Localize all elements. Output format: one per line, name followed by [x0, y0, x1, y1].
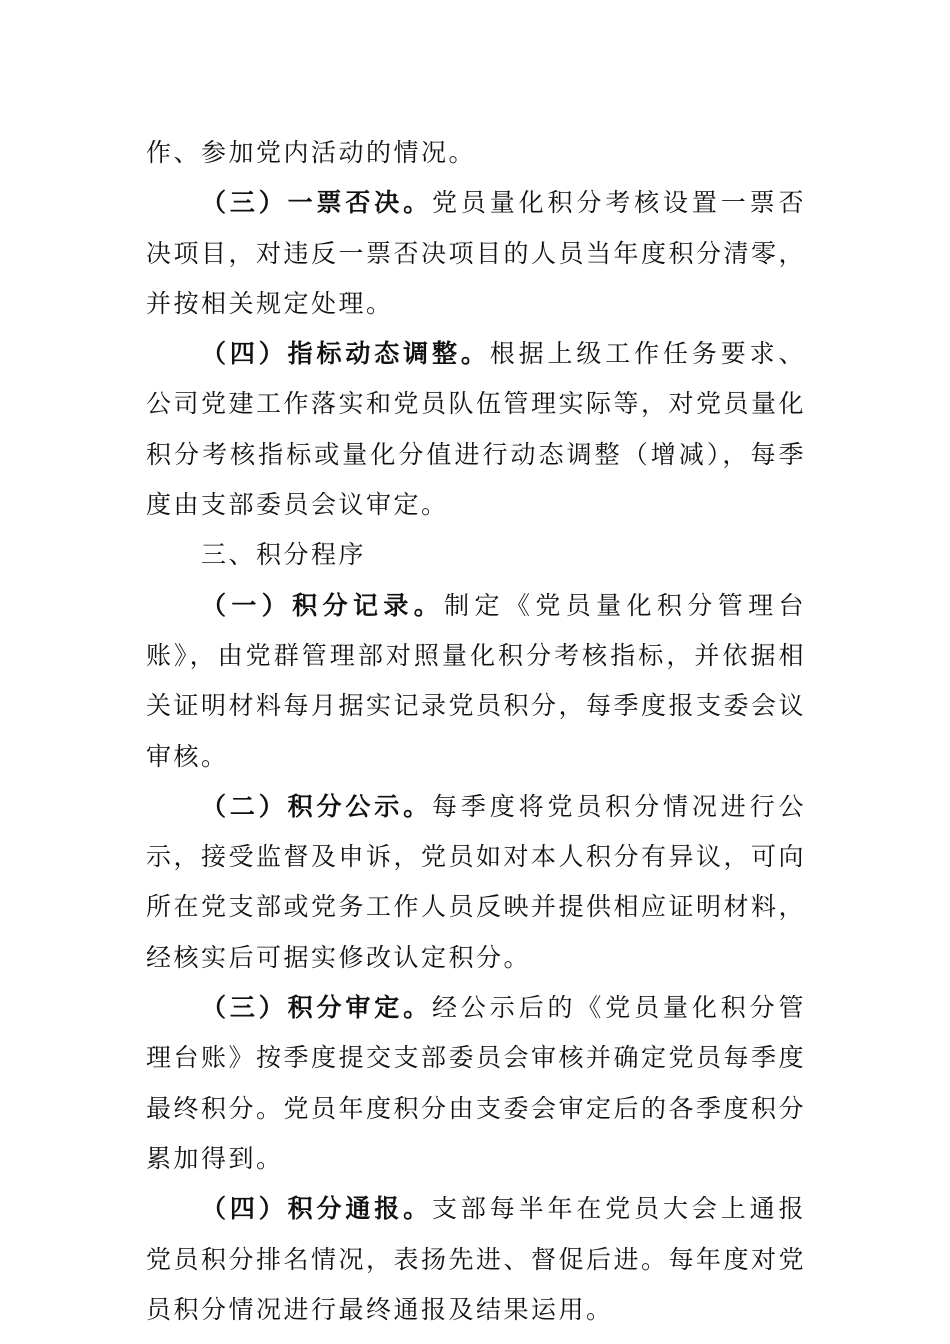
paragraph-record-text: 制定《党员量化积分管理台账》，由党群管理部对照量化积分考核指标，并依据相关证明材料每月据实记录党员积分，每季度报支委会议审核。	[146, 590, 807, 771]
paragraph-approval-heading: （三）积分审定。	[201, 993, 432, 1023]
section-heading-procedure	[146, 530, 806, 580]
paragraph-dynamic-adjustment-heading: （四）指标动态调整。	[201, 339, 490, 369]
paragraph-publicity-heading: （二）积分公示。	[201, 791, 432, 821]
paragraph-1-text: 作、参加党内活动的情况。	[146, 138, 477, 167]
document-body	[146, 128, 806, 1335]
paragraph-1	[146, 128, 806, 178]
paragraph-veto-text: 党员量化积分考核设置一票否决项目，对违反一票否决项目的人员当年度积分清零，并按相关规定处理。	[146, 188, 807, 318]
paragraph-veto	[146, 178, 806, 329]
paragraph-notification	[146, 1184, 806, 1335]
paragraph-notification-text: 支部每半年在党员大会上通报党员积分排名情况，表扬先进、督促后进。每年度对党员积分情况进行最终通报及结果运用。	[146, 1194, 807, 1324]
paragraph-dynamic-adjustment-text: 根据上级工作任务要求、公司党建工作落实和党员队伍管理实际等，对党员量化积分考核指标或量化分值进行动态调整（增减），每季度由支部委员会议审定。	[146, 339, 807, 520]
paragraph-dynamic-adjustment	[146, 329, 806, 530]
paragraph-record	[146, 581, 806, 782]
paragraph-publicity-text: 每季度将党员积分情况进行公示，接受监督及申诉，党员如对本人积分有异议，可向所在党支部或党务工作人员反映并提供相应证明材料，经核实后可据实修改认定积分。	[146, 791, 807, 972]
paragraph-veto-heading: （三）一票否决。	[201, 188, 432, 218]
paragraph-notification-heading: （四）积分通报。	[201, 1194, 432, 1224]
paragraph-publicity	[146, 782, 806, 983]
paragraph-record-heading: （一）积分记录。	[201, 590, 445, 620]
section-heading-procedure-text: 三、积分程序	[201, 540, 367, 570]
paragraph-approval-text: 经公示后的《党员量化积分管理台账》按季度提交支部委员会审核并确定党员每季度最终积分。党员年度积分由支委会审定后的各季度积分累加得到。	[146, 993, 807, 1173]
paragraph-approval	[146, 983, 806, 1184]
